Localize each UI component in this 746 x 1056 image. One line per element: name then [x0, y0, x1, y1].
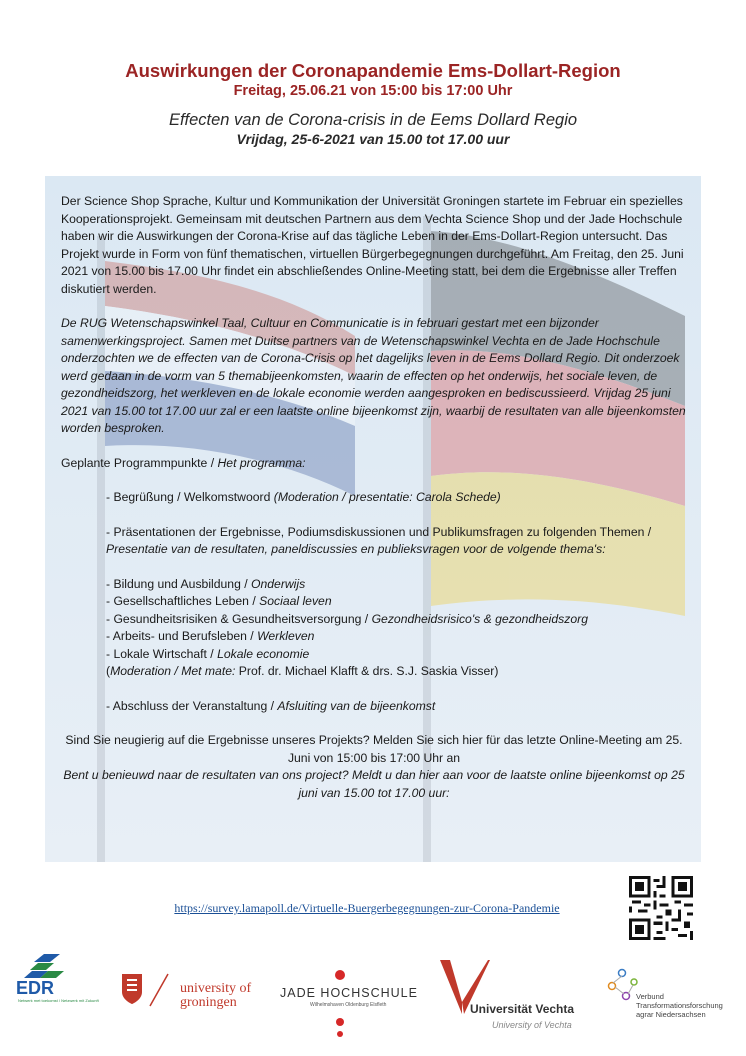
topic-de: - Bildung und Ausbildung /	[106, 576, 251, 591]
program-list	[61, 489, 687, 715]
partner-logos	[0, 950, 746, 1040]
vechta-subtitle: University of Vechta	[492, 1020, 572, 1030]
topic-nl: Werkleven	[257, 629, 315, 643]
topic-de: - Gesundheitsrisiken & Gesundheitsversorgung /	[106, 611, 372, 626]
topic-nl: Sociaal leven	[259, 594, 332, 608]
program-heading-nl: Het programma:	[217, 455, 306, 470]
topic-nl: Gezondheidsrisico's & gezondheidszorg	[371, 611, 588, 626]
header	[0, 60, 746, 148]
topic-item	[106, 646, 687, 664]
vechta-logo	[440, 958, 600, 1034]
date-de: Freitag, 25.06.21 von 15:00 bis 17:00 Uhr	[233, 83, 513, 99]
moderation-line	[106, 663, 687, 681]
verbund-wordmark	[636, 992, 723, 1019]
ug-logo	[120, 970, 270, 1020]
program-heading	[61, 455, 687, 473]
topic-nl: Onderwijs	[251, 576, 306, 591]
welcome-de: - Begrüßung / Welkomstwoord	[106, 490, 274, 504]
ug-line1: university of	[180, 981, 252, 996]
verbund-line3: agrar Niedersachsen	[636, 1010, 706, 1019]
verbund-line2: Transformationsforschung	[636, 1001, 723, 1010]
topic-item	[106, 628, 687, 646]
presentations-de: - Präsentationen der Ergebnisse, Podiumsdiskussionen und Publikumsfragen zu folgenden Themen /	[106, 524, 652, 539]
ug-line2: groningen	[180, 995, 237, 1010]
jade-subtitle: Wilhelmshaven Oldenburg Elsfleth	[310, 1002, 387, 1008]
jade-wordmark: JADE HOCHSCHULE	[280, 986, 418, 1000]
topic-item	[106, 611, 687, 629]
topic-de: - Arbeits- und Berufsleben /	[106, 629, 258, 643]
edr-wordmark: EDR	[16, 978, 55, 998]
program-item-welcome	[106, 489, 687, 507]
closing-nl: Afsluiting van de bijeenkomst	[277, 698, 436, 713]
qr-code-icon	[629, 876, 693, 940]
cta-nl: Bent u benieuwd naar de resultaten van ons project? Meldt u dan hier aan voor de laatste online bijeenkomst op 25 juni van 15.00 tot 17.00 uur:	[63, 768, 685, 800]
verbund-line1: Verbund	[636, 992, 664, 1001]
cta-de: Sind Sie neugierig auf die Ergebnisse unseres Projekts? Melden Sie sich hier für das letzte Online-Meeting am 25. Juni von 15:00 bis 17:00 Uhr an	[65, 733, 683, 765]
intro-de: Der Science Shop Sprache, Kultur und Kommunikation der Universität Groningen startete im Februar ein spezielles Kooperationsprojekt. Gemeinsam mit deutschen Partnern aus dem Vechta Science Shop und der Jade Hochschule haben wir die Auswirkungen der Corona-Krise auf das tägliche Leben in der Ems-Dollart-Region untersucht. Das Projekt wurde in Form von fünf thematischen, virtuellen Bürgerbegegnungen durchgeführt. Am Freitag, den 25. Juni 2021 von 15.00 bis 17.00 Uhr findet ein abschließendes Online-Meeting statt, bei dem die Ergebnisse aller Treffen diskutiert werden.	[61, 194, 684, 296]
jade-logo	[280, 950, 430, 1040]
program-item-presentations	[106, 524, 687, 559]
topic-de: - Lokale Wirtschaft /	[106, 646, 218, 661]
closing-de: - Abschluss der Veranstaltung /	[106, 698, 278, 713]
moderation-open: (	[106, 664, 111, 678]
topic-item	[106, 576, 687, 594]
topic-de: - Gesellschaftliches Leben /	[106, 594, 260, 608]
title-nl: Effecten van de Corona-crisis in de Eems Dollard Regio	[168, 111, 578, 129]
date-nl: Vrijdag, 25-6-2021 van 15.00 tot 17.00 uur	[236, 131, 510, 147]
content-box	[45, 176, 701, 862]
program-heading-de: Geplante Programmpunkte /	[61, 455, 218, 470]
intro-nl: De RUG Wetenschapswinkel Taal, Cultuur en Communicatie is in februari gestart met een bijzonder samenwerkingsproject. Samen met Duitse partners van de Wetenschapswinkel Vechta en de Jade Hochschule onderzochten we de effecten van de Corona-Crisis op het dagelijks leven in de Eems Dollard Regio. Dit onderzoek werd gedaan in de vorm van 5 themabijeenkomsten, waarin de effecten op het onderwijs, het sociale leven, de gezondheidszorg, het werkleven en de lokale economie werden aangesproken en bediscussieerd. Vrijdag 25 juni 2021 van 15.00 tot 17.00 uur zal er een laatste online bijeenkomst zijn, waarbij de resultaten van alle bijeenkomsten worden besproken.	[61, 316, 686, 435]
welcome-nl: (Moderation / presentatie: Carola Schede)	[273, 490, 501, 504]
ug-wordmark	[180, 982, 251, 1010]
call-to-action	[61, 732, 687, 802]
moderation-label: Moderation / Met mate:	[110, 664, 236, 678]
title-de: Auswirkungen der Coronapandemie Ems-Dollart-Region	[125, 60, 621, 81]
presentations-nl: Presentatie van de resultaten, paneldiscussies en publieksvragen voor de volgende thema's:	[106, 542, 606, 556]
verbund-logo	[604, 968, 744, 1028]
vechta-wordmark: Universität Vechta	[470, 1002, 575, 1016]
moderation-names: Prof. dr. Michael Klafft & drs. S.J. Saskia Visser)	[235, 664, 499, 678]
body-text	[61, 193, 687, 802]
ug-crest-icon	[120, 970, 172, 1008]
edr-tagline: Netwerk met toekomst / Netzwerk mit Zukunft	[18, 998, 99, 1003]
survey-link[interactable]: https://survey.lamapoll.de/Virtuelle-Buergerbegegnungen-zur-Corona-Pandemie	[174, 901, 560, 915]
topic-item	[106, 593, 687, 611]
verbund-network-icon	[604, 968, 640, 1002]
edr-logo	[16, 954, 106, 1014]
program-item-closing	[106, 698, 687, 716]
topic-nl: Lokale economie	[217, 646, 310, 661]
